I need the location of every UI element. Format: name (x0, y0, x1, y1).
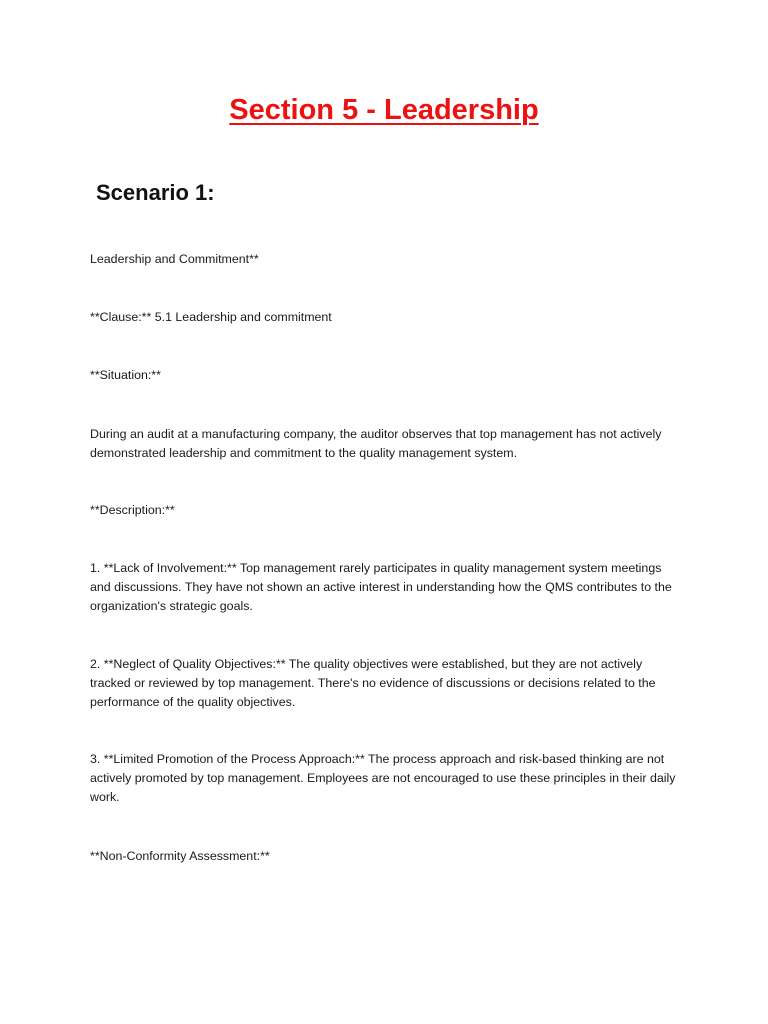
scenario-heading: Scenario 1: (96, 180, 215, 205)
paragraph-item-2: 2. **Neglect of Quality Objectives:** The quality objectives were established, but they are not actively tracked or reviewed by top management. There's no evidence of discussions or decisions related to the performance of the quality objectives. (90, 657, 656, 709)
paragraph-clause: **Clause:** 5.1 Leadership and commitment (90, 310, 332, 324)
paragraph-nonconformity-label: **Non-Conformity Assessment:** (90, 849, 270, 863)
paragraph-item-1: 1. **Lack of Involvement:** Top management rarely participates in quality management system meetings and discussions. They have not shown an active interest in understanding how the QMS contributes to the organization's strategic goals. (90, 561, 672, 613)
paragraph-description-label: **Description:** (90, 503, 175, 517)
paragraph-topic: Leadership and Commitment** (90, 252, 259, 266)
paragraph-situation-label: **Situation:** (90, 368, 161, 382)
section-title: Section 5 - Leadership (229, 94, 539, 126)
paragraph-situation-text: During an audit at a manufacturing company, the auditor observes that top management has not actively demonstrated leadership and commitment to the quality management system. (90, 427, 662, 460)
paragraph-item-3: 3. **Limited Promotion of the Process Approach:** The process approach and risk-based thinking are not actively promoted by top management. Employees are not encouraged to use these principles in their daily work. (90, 752, 676, 804)
